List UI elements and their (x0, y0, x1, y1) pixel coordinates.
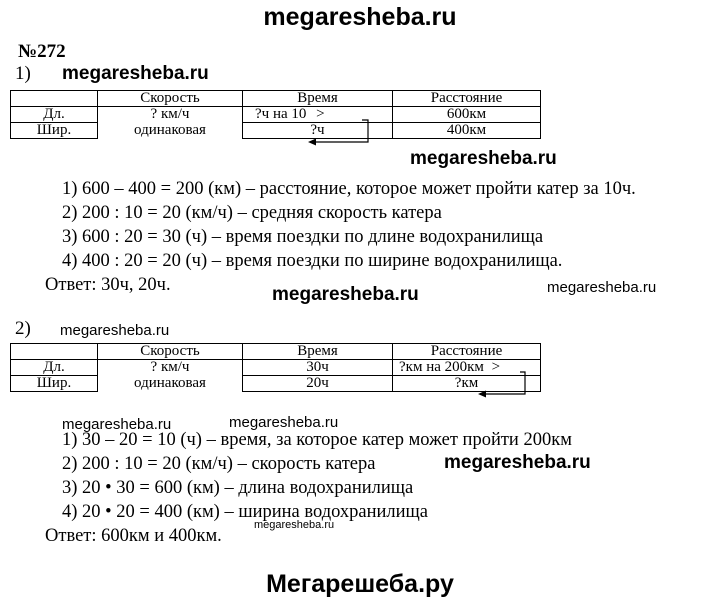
watermark: megaresheba.ru (547, 279, 657, 296)
table-header-row (11, 344, 541, 360)
distance-cell: 600км (393, 107, 541, 123)
row-label: Дл. (11, 360, 98, 376)
comparison-sign: > (491, 359, 501, 375)
watermark: megaresheba.ru (60, 322, 170, 339)
table-row (11, 107, 541, 123)
row-label: Дл. (11, 107, 98, 123)
table-header-cell: Скорость (98, 344, 243, 360)
watermark: megaresheba.ru (444, 452, 591, 473)
time-value: ?ч на 10 (255, 106, 307, 122)
solution-line: 2) 200 : 10 = 20 (км/ч) – скорость катера (62, 454, 376, 474)
table-header-cell: Время (243, 344, 393, 360)
table-header-row (11, 91, 541, 107)
comparison-arrow-icon (470, 368, 540, 402)
solution-line: 4) 400 : 20 = 20 (ч) – время поездки по ширине водохранилища. (62, 251, 563, 271)
site-footer: Мегарешеба.ру (266, 570, 454, 598)
watermark: megaresheba.ru (272, 284, 419, 305)
speed-cell: одинаковая (98, 123, 243, 139)
time-cell: 20ч (243, 376, 393, 392)
table-header-cell: Расстояние (393, 344, 541, 360)
table-header-cell: Расстояние (393, 91, 541, 107)
comparison-arrow-icon (300, 116, 380, 150)
table-row (11, 376, 541, 392)
time-cell: 30ч (243, 360, 393, 376)
solution-line: 1) 600 – 400 = 200 (км) – расстояние, которое может пройти катер за 10ч. (62, 179, 636, 199)
site-header: megaresheba.ru (263, 3, 457, 31)
table-row (11, 360, 541, 376)
table-header-cell: Скорость (98, 91, 243, 107)
table-header-cell (11, 344, 98, 360)
watermark: megaresheba.ru (410, 148, 557, 169)
problem-number: №272 (18, 41, 66, 62)
part2-table (10, 343, 541, 392)
part1-label: 1) (15, 63, 31, 84)
part1-table (10, 90, 541, 139)
speed-cell: ? км/ч (98, 360, 243, 376)
row-label: Шир. (11, 123, 98, 139)
solution-line: 3) 600 : 20 = 30 (ч) – время поездки по длине водохранилища (62, 227, 544, 247)
solution-line: 4) 20 • 20 = 400 (км) – ширина водохранилища (62, 502, 428, 522)
watermark: megaresheba.ru (254, 519, 335, 531)
table-row (11, 123, 541, 139)
distance-value: ?км на 200км (399, 359, 484, 375)
table-header-cell: Время (243, 91, 393, 107)
answer: Ответ: 30ч, 20ч. (45, 275, 171, 295)
speed-cell: ? км/ч (98, 107, 243, 123)
watermark: megaresheba.ru (229, 414, 339, 431)
row-label: Шир. (11, 376, 98, 392)
speed-cell: одинаковая (98, 376, 243, 392)
answer: Ответ: 600км и 400км. (45, 526, 222, 546)
time-cell: ?ч (243, 123, 393, 139)
solution-line: 2) 200 : 10 = 20 (км/ч) – средняя скорость катера (62, 203, 442, 223)
watermark: megaresheba.ru (62, 63, 209, 84)
watermark: megaresheba.ru (62, 416, 172, 433)
distance-cell: 400км (393, 123, 541, 139)
part2-label: 2) (15, 318, 31, 339)
solution-line: 1) 30 – 20 = 10 (ч) – время, за которое катер может пройти 200км (62, 430, 572, 450)
solution-line: 3) 20 • 30 = 600 (км) – длина водохранилища (62, 478, 414, 498)
comparison-sign: > (316, 106, 325, 122)
distance-cell: ?км (393, 376, 541, 392)
table-header-cell (11, 91, 98, 107)
